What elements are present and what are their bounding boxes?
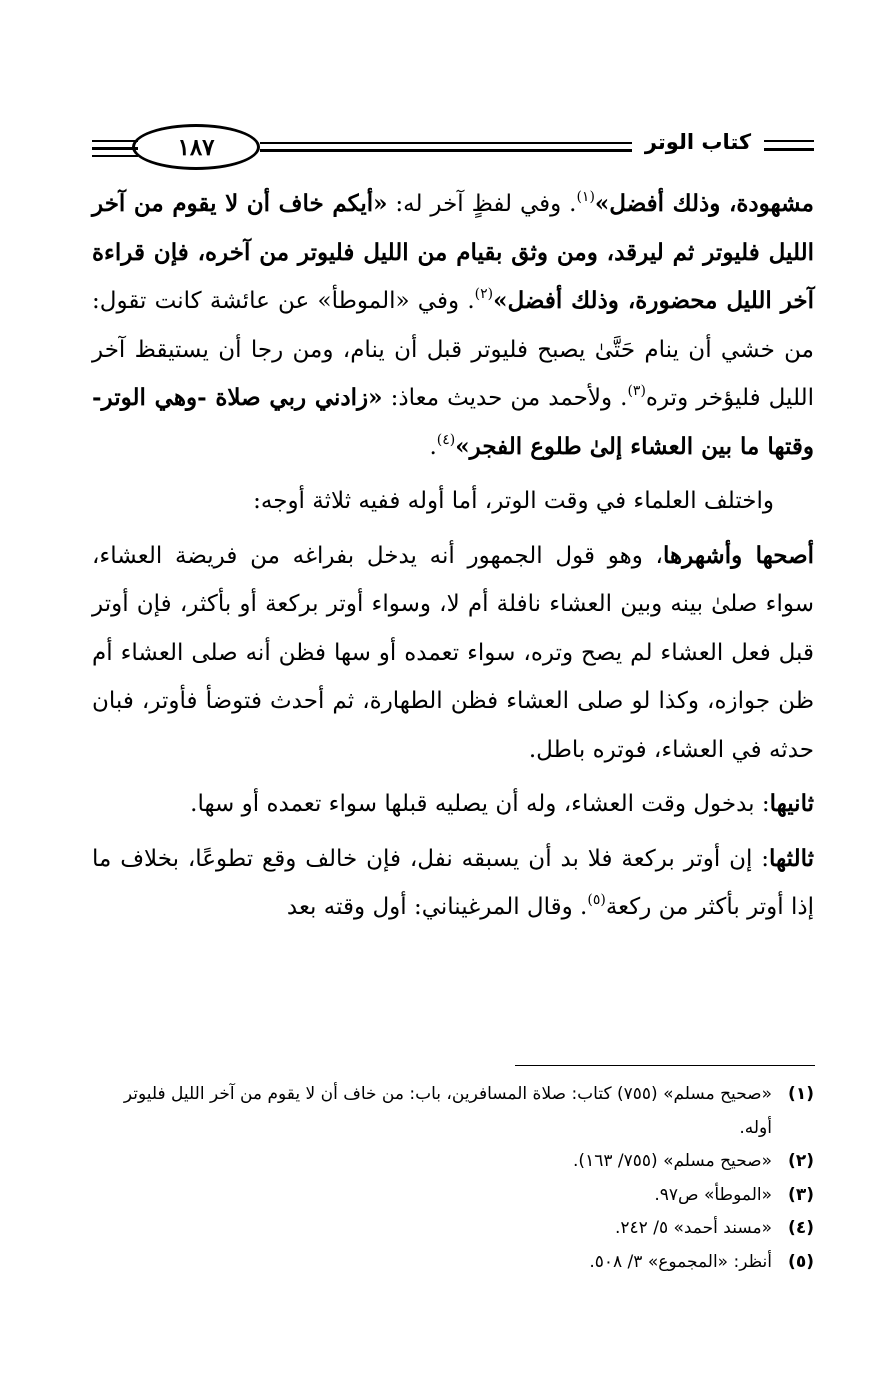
footnote-number: (٤) bbox=[788, 1218, 814, 1238]
section-lead: أصحها وأشهرها bbox=[663, 541, 814, 569]
footnote-ref: (١) bbox=[576, 189, 595, 205]
footnote bbox=[92, 1212, 814, 1246]
footnotes bbox=[92, 1078, 814, 1279]
header-rule bbox=[260, 142, 632, 144]
footnote-ref: (٢) bbox=[474, 286, 494, 302]
footnote-text: «صحيح مسلم» (٧٥٥/ ١٦٣). bbox=[573, 1151, 772, 1171]
hadith-quote: مشهودة، وذلك أفضل» bbox=[594, 190, 814, 217]
footnote-number: (٥) bbox=[788, 1251, 814, 1272]
header-rule bbox=[764, 140, 814, 142]
paragraph bbox=[92, 477, 814, 526]
section-lead: ثانيها bbox=[769, 790, 814, 817]
footnote-number: (٢) bbox=[788, 1151, 814, 1171]
footnote bbox=[92, 1179, 814, 1213]
page-number: ١٨٧ bbox=[132, 124, 260, 170]
footnote-text: أنظر: «المجموع» ٣/ ٥٠٨. bbox=[589, 1251, 772, 1272]
text-run: ، وهو قول الجمهور أنه يدخل بفراغه من فريضة العشاء، سواء صلىٰ بينه وبين العشاء نافلة أم لا، وسواء أوتر بركعة أو بأكثر، فإن أوتر قبل فعل العشاء لم يصح وتره، سواء تعمده أو سها فظن أنه صلى العشاء أم ظن جوازه، وكذا لو صلى العشاء فظن الطهارة، ثم أحدث فتوضأ فأوتر، فبان حدثه في العشاء، فوتره باطل. bbox=[92, 542, 814, 763]
text-run: . وقال المرغيناني: أول وقته بعد bbox=[286, 894, 588, 920]
hadith-quote: «زادني ربي صلاة -وهي الوتر- وقتها ما بين العشاء إلىٰ طلوع الفجر» bbox=[92, 384, 814, 460]
footnote bbox=[92, 1145, 814, 1179]
text-run: واختلف العلماء في وقت الوتر، أما أوله ففيه ثلاثة أوجه: bbox=[253, 488, 774, 514]
section-lead: ثالثها bbox=[769, 844, 814, 872]
header-rule bbox=[764, 148, 814, 151]
header-rule bbox=[260, 149, 632, 152]
text-run: . وفي لفظٍ آخر له: bbox=[387, 191, 577, 217]
main-text bbox=[92, 180, 814, 932]
text-run: . ولأحمد من حديث معاذ: bbox=[382, 385, 628, 411]
footnote-ref: (٣) bbox=[627, 383, 646, 399]
text-run: : بدخول وقت العشاء، وله أن يصليه قبلها سواء تعمده أو سها. bbox=[190, 791, 770, 817]
footnote-ref: (٥) bbox=[587, 892, 606, 908]
paragraph bbox=[92, 835, 814, 932]
text-run: . bbox=[429, 433, 437, 460]
footnote bbox=[92, 1078, 814, 1145]
footnote-text: «الموطأ» ص٩٧. bbox=[654, 1184, 772, 1205]
hadith-quote: «أيكم خاف أن لا يقوم من آخر الليل فليوتر ثم ليرقد، ومن وثق بقيام من الليل فليوتر من آخره، فإن قراءة آخر الليل محضورة، وذلك أفضل» bbox=[92, 190, 814, 314]
footnote-number: (١) bbox=[788, 1084, 814, 1104]
footnote-text: «مسند أحمد» ٥/ ٢٤٢. bbox=[614, 1218, 772, 1238]
footnote bbox=[92, 1246, 814, 1280]
paragraph bbox=[92, 532, 814, 775]
running-title: كتاب الوتر bbox=[644, 130, 752, 154]
text-run: : إن أوتر بركعة فلا بد أن يسبقه نفل، فإن خالف وقع تطوعًا، بخلاف ما إذا أوتر بأكثر من ركعة bbox=[92, 845, 814, 920]
paragraph bbox=[92, 780, 814, 829]
footnote-ref: (٤) bbox=[436, 431, 456, 448]
header-rule bbox=[92, 155, 138, 157]
header-rule bbox=[92, 140, 138, 142]
paragraph bbox=[92, 180, 814, 471]
footnote-number: (٣) bbox=[788, 1184, 814, 1205]
footnote-text: «صحيح مسلم» (٧٥٥) كتاب: صلاة المسافرين، باب: من خاف أن لا يقوم من آخر الليل فليوتر أوله. bbox=[123, 1084, 772, 1138]
footnote-separator bbox=[515, 1065, 815, 1066]
text-run: . وفي «الموطأ» عن عائشة كانت تقول: من خشي أن ينام حَتَّىٰ يصبح فليوتر قبل أن ينام، ومن رجا أن يستيقظ آخر الليل فليؤخر وتره bbox=[92, 288, 814, 411]
page-header bbox=[92, 122, 814, 172]
